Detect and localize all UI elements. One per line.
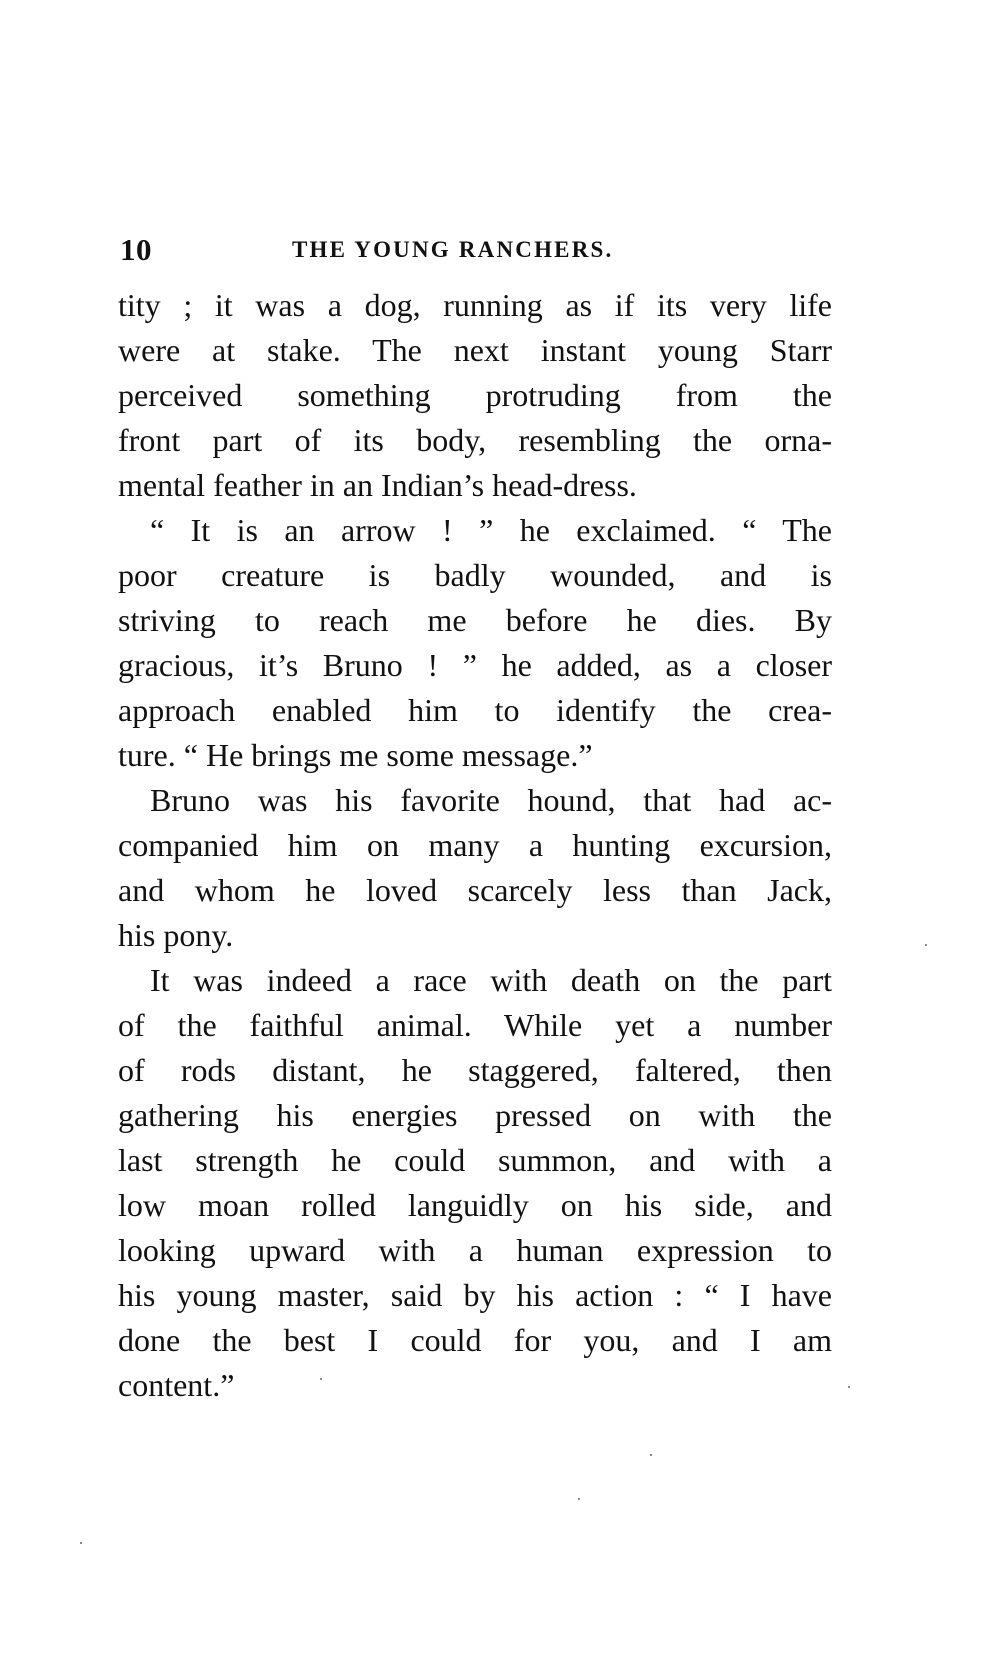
paragraph xyxy=(118,778,832,958)
text-line: mental feather in an Indian’s head-dress. xyxy=(118,467,637,503)
text-line: It was indeed a race with death on the part xyxy=(150,962,832,998)
scan-speck xyxy=(578,1498,580,1500)
paragraph xyxy=(118,958,832,1408)
scan-speck xyxy=(848,1386,850,1388)
text-line: done the best I could for you, and I am xyxy=(118,1322,832,1358)
paragraph xyxy=(118,508,832,778)
text-line: striving to reach me before he dies. By xyxy=(118,602,832,638)
text-line: of rods distant, he staggered, faltered, then xyxy=(118,1052,832,1088)
text-line: “ It is an arrow ! ” he exclaimed. “ The xyxy=(150,512,832,548)
text-line: content.” xyxy=(118,1367,235,1403)
page-number: 10 xyxy=(120,232,152,267)
text-line: and whom he loved scarcely less than Jack, xyxy=(118,872,832,908)
text-line: gathering his energies pressed on with the xyxy=(118,1097,832,1133)
paragraph xyxy=(118,283,832,508)
running-title: THE YOUNG RANCHERS. xyxy=(292,237,614,262)
text-line: ture. “ He brings me some message.” xyxy=(118,737,593,773)
text-line: low moan rolled languidly on his side, and xyxy=(118,1187,832,1223)
text-line: last strength he could summon, and with a xyxy=(118,1142,832,1178)
scan-speck xyxy=(80,1542,82,1544)
scan-speck xyxy=(650,1454,652,1456)
body-text xyxy=(118,283,832,1408)
text-line: perceived something protruding from the xyxy=(118,377,832,413)
text-line: tity ; it was a dog, running as if its very life xyxy=(118,287,832,323)
text-line: looking upward with a human expression to xyxy=(118,1232,832,1268)
scan-speck xyxy=(320,1378,322,1380)
running-head xyxy=(120,232,840,272)
text-line: gracious, it’s Bruno ! ” he added, as a closer xyxy=(118,647,832,683)
text-line: of the faithful animal. While yet a number xyxy=(118,1007,832,1043)
text-line: approach enabled him to identify the crea- xyxy=(118,692,832,728)
text-line: companied him on many a hunting excursion, xyxy=(118,827,832,863)
text-line: Bruno was his favorite hound, that had ac- xyxy=(150,782,832,818)
text-line: his young master, said by his action : “ I have xyxy=(118,1277,832,1313)
text-line: his pony. xyxy=(118,917,234,953)
text-line: front part of its body, resembling the orna- xyxy=(118,422,832,458)
text-line: poor creature is badly wounded, and is xyxy=(118,557,832,593)
scan-speck xyxy=(925,944,927,946)
text-line: were at stake. The next instant young Starr xyxy=(118,332,832,368)
